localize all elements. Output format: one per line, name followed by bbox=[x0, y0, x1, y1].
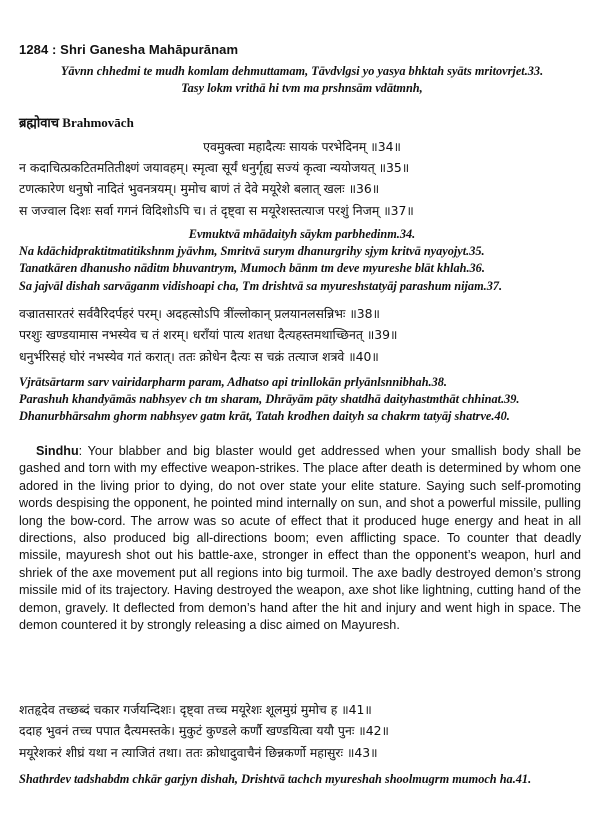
prose-text: : Your blabber and big blaster would get addressed when your smallish body shall be gashed and torn with my effective weapon-strikes. The place after death is determined by whom one adored in the living prior to dying, do not over state your elite stature. Saying such self-promoting words despising the opponent, he pointed mind internally on sun, and shot a powerful missile, pulling long the bow-cord. The arrow was so acute of effect that it produced huge energy and heat in all directions, also produced big all-directions boom; even afflicting space. To counter that deadly missile, mayuresh shot out his battle-axe, stronger in effect than the opponent’s weapon, hurl and shriek of the axe movement put all regions into big turmoil. The axe badly destroyed demon’s strong missile mid of its trajectory. Having destroyed the weapon, axe shot like lightning, cutting hand of the demon, gravely. It deflected from demon’s hand after the hit and injury and went high in space. The demon countered it by strongly releasing a disc aimed on Mayuresh. bbox=[19, 444, 581, 633]
translit-line: Sa jajvāl dishah sarvāganm vidishoapi cha, Tm drishtvā sa myureshstatyāj parashum nijam.37. bbox=[19, 278, 503, 293]
translit-line: Evmuktvā mhādaityh sāykm parbhedinm.34. bbox=[188, 227, 416, 241]
verse-line: मयूरेशकरं शीघ्रं यथा न त्याजितं तथा। ततः क्रोधादुवाचैनं छिन्नकर्णो महासुरः ॥43॥ bbox=[19, 744, 378, 760]
sanskrit-verses-35-37 bbox=[19, 157, 585, 221]
sanskrit-verses-41-43 bbox=[19, 699, 585, 763]
intro-transliteration bbox=[19, 63, 585, 97]
verse-line: स जज्वाल दिशः सर्वा गगनं विदिशोऽपि च। तं दृष्ट्वा स मयूरेशस्तत्याज परशुं निजम् ॥37॥ bbox=[19, 202, 414, 218]
verse-line: शतहृदेव तच्छब्दं चकार गर्जयन्दिशः। दृष्ट्वा तच्च मयूरेशः शूलमुग्रं मुमोच ह ॥41॥ bbox=[19, 702, 372, 717]
page-header: 1284 : Shri Ganesha Mahāpurānam bbox=[19, 42, 239, 57]
translit-line: Na kdāchidpraktitmatitikshnm jyāvhm, Smritvā surym dhanurgrihy sjym kritvā nyayojyt.35. bbox=[19, 244, 485, 259]
verse-line: ददाह भुवनं तच्च पपात दैत्यमस्तके। मुकुटं कुण्डले कर्णौ खण्डयित्वा ययौ पुनः ॥42॥ bbox=[19, 723, 389, 739]
translit-line: Dhanurbhārsahm ghorm nabhsyev gatm krāt, Tatah krodhen daityh sa chakrm tatyāj shatrve.40. bbox=[19, 409, 510, 424]
translit-line: Tasy lokm vrithā hi tvm ma prshnsām vdātmnh, bbox=[181, 81, 423, 96]
verse-line: न कदाचित्प्रकटितमतितीक्ष्णं जयावहम्। स्मृत्वा सूर्यं धनुर्गृह्य सज्यं कृत्वा न्ययोजयत् ॥35॥ bbox=[19, 160, 410, 175]
transliteration-41 bbox=[19, 771, 585, 788]
english-translation bbox=[19, 443, 581, 634]
translit-line: Tanatkāren dhanusho nāditm bhuvantrym, Mumoch bānm tm deve myureshe blāt khlah.36. bbox=[19, 261, 485, 276]
verse-line: धनुर्भरिसहं घोरं नभस्येव गतं करात्। ततः क्रोधेन दैत्यः स चक्रं तत्याज शत्रवे ॥40॥ bbox=[19, 348, 379, 364]
transliteration-34-37 bbox=[19, 226, 585, 295]
verse-line: वज्रातसारतरं सर्ववैरिदर्पहरं परम्। अदहत्सोऽपि त्रींल्लोकान् प्रलयानलसन्निभः ॥38॥ bbox=[19, 306, 380, 321]
translit-line: Vjrātsārtarm sarv vairidarpharm param, Adhatso api trinllokān prlyānlsnnibhah.38. bbox=[19, 375, 447, 389]
verse-line: टणत्कारेण धनुषो नादितं भुवनत्रयम्। मुमोच बाणं तं देवे मयूरेशे बलात् खलः ॥36॥ bbox=[19, 181, 380, 197]
translit-line: Yāvnn chhedmi te mudh komlam dehmuttamam, Tāvdvlgsi yo yasya bhktah syāts mritovrjet.33. bbox=[60, 64, 544, 78]
transliteration-38-40 bbox=[19, 374, 585, 426]
prose-speaker: Sindhu bbox=[36, 444, 79, 458]
verse-line: परशुः खण्डयामास नभस्येव च तं शरम्। धराँयां पात्य शतधा दैत्यहस्तमथाच्छिनत् ॥39॥ bbox=[19, 327, 398, 343]
speaker-heading: ब्रह्मोवाच Brahmovāch bbox=[19, 115, 134, 130]
translit-line: Shathrdev tadshabdm chkār garjyn dishah, Drishtvā tachch myureshah shoolmugrm mumoch ha.41. bbox=[19, 772, 532, 786]
sanskrit-verse-34: एवमुक्त्वा महादैत्यः सायकं परभेदिनम् ॥34॥ bbox=[203, 139, 401, 154]
translit-line: Parashuh khandyāmās nabhsyev ch tm sharam, Dhrāyām pāty shatdhā daityhastmthāt chhinat.39. bbox=[19, 392, 520, 407]
sanskrit-verses-38-40 bbox=[19, 303, 585, 367]
